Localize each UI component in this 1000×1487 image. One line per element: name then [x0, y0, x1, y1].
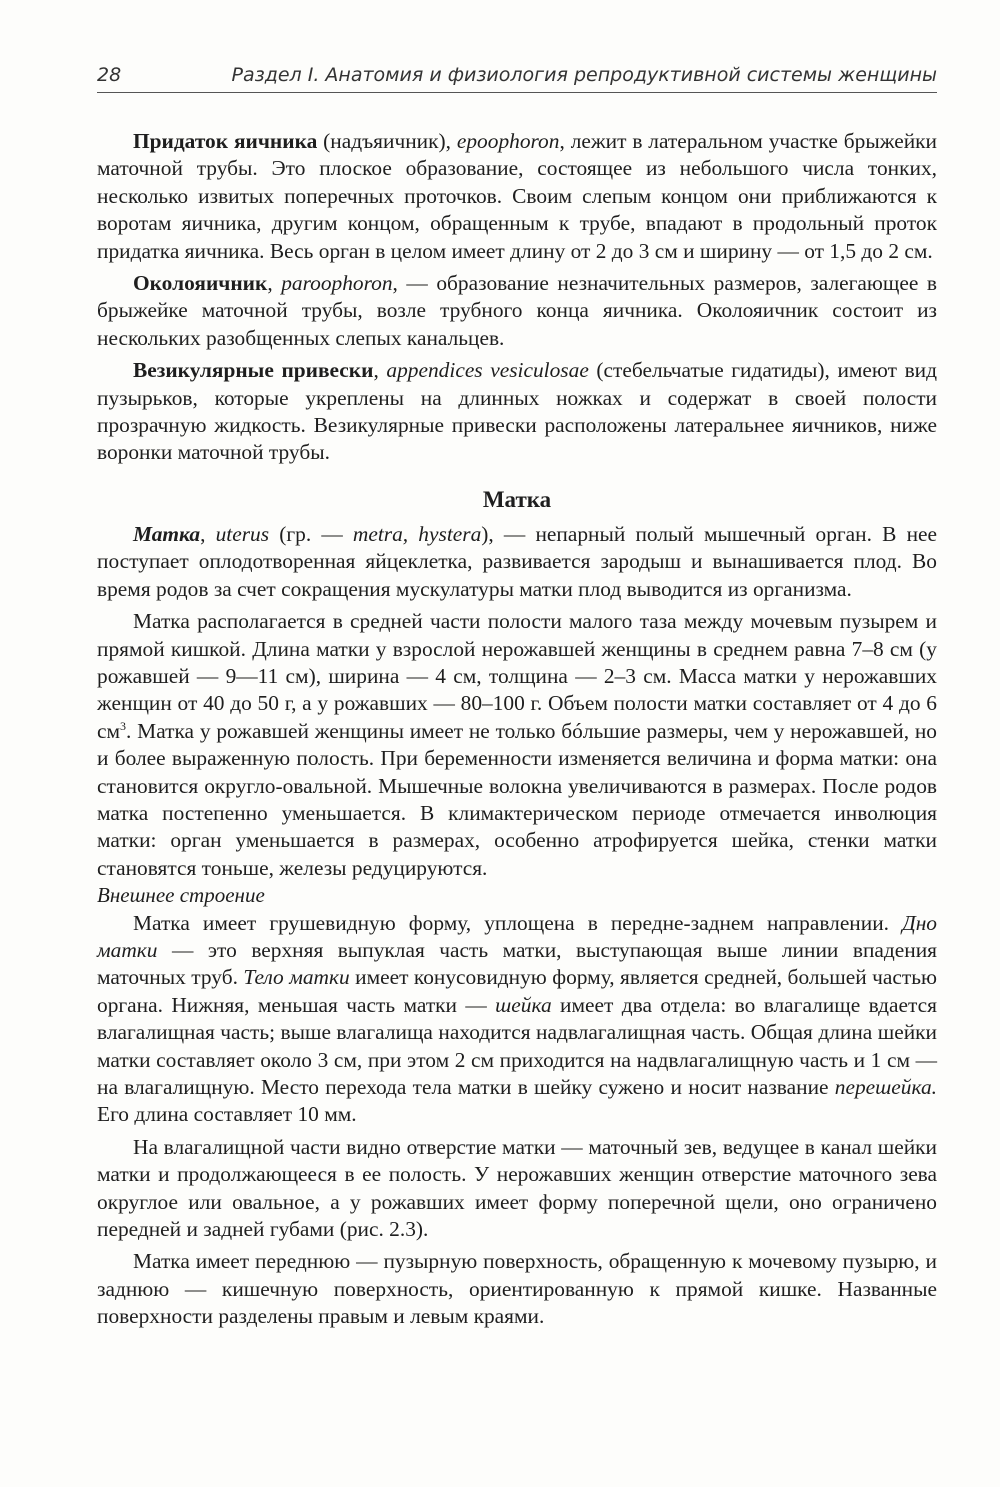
paragraph-appendices: [97, 357, 937, 467]
term-epoophoron: Придаток яичника: [133, 129, 318, 153]
text-span: — это верхняя выпуклая часть матки, выступающая выше линии впадения маточных труб.: [97, 937, 937, 990]
text-span: (стебельчатые гидатиды), имеют вид пузырьков, которые укреплены на длинных ножках и содержат в своей полости прозрачную жидкость. Везикулярные привески расположены латеральнее яичников, ниже воронки маточной трубы.: [97, 358, 937, 465]
page-body: [97, 128, 937, 1331]
latin-appendices: appendices vesiculosae: [386, 358, 589, 383]
text-span: ,: [200, 521, 216, 546]
latin-uterus: uterus: [215, 521, 270, 546]
running-header: [97, 64, 937, 93]
paragraph-surfaces: Матка имеет переднюю — пузырную поверхность, обращенную к мочевому пузырю, и заднюю — кишечную поверхность, ориентированную к прямой кишке. Названные поверхности разделены правым и левым краями.: [97, 1249, 937, 1329]
latin-epoophoron: epoophoron: [456, 129, 560, 153]
paragraph-paroophoron: [97, 270, 937, 352]
text-span: Матка имеет грушевидную форму, уплощена в передне-заднем направлении.: [133, 910, 903, 935]
section-heading: Матка: [482, 486, 552, 512]
paragraph-uterus-definition: [97, 521, 937, 603]
text-span: ,: [267, 271, 282, 296]
text-span: (надъяичник),: [317, 129, 457, 153]
term-uterus: Матка: [133, 521, 201, 546]
text-span: ,: [373, 358, 387, 383]
superscript: 3: [120, 718, 127, 733]
paragraph-epoophoron: [97, 128, 937, 265]
text-span: , лежит в латеральном участке брыжейки маточной трубы. Это плоское образование, состоящее из небольшого числа тонких, несколько извитых поперечных проточков. Своим слепым концом они приближаются к воротам яичника, другим концом, обращенным к трубе, впадают в продольный проток придатка яичника. Весь орган в целом имеет длину от 2 до 3 см и ширину — от 1,5 до 2 см.: [97, 129, 937, 263]
running-title: Раздел I. Анатомия и физиология репродуктивной системы женщины: [231, 64, 937, 86]
term-fundus: Дно матки: [97, 910, 937, 962]
term-body: Тело матки: [243, 965, 350, 990]
text-span: (гр. —: [269, 521, 353, 546]
paragraph-uterus-position: [97, 608, 937, 882]
subsection-heading: Внешнее строение: [97, 883, 265, 908]
text-span: имеет два отдела: во влагалище вдается влагалищная часть; выше влагалища находится надвлагалищная часть. Общая длина шейки матки составляет около 3 см, при этом 2 см приходится на надвлагалищную часть и 1 см — на влагалищную. Место перехода тела матки в шейку сужено и носит название: [97, 992, 937, 1099]
text-span: имеет конусовидную форму, является средней, большей частью органа. Нижняя, меньшая часть матки —: [97, 965, 937, 1017]
paragraph-ostium: На влагалищной части видно отверстие матки — маточный зев, ведущее в канал шейки матки и продолжающееся в ее полость. У нерожавших женщин отверстие маточного зева округлое или овальное, а у рожавших имеет форму поперечной щели, оно ограничено передней и задней губами (рис. 2.3).: [97, 1134, 937, 1242]
page-number: 28: [97, 64, 122, 86]
text-span: Матка располагается в средней части полости малого таза между мочевым пузырем и прямой кишкой. Длина матки у взрослой нерожавшей женщины в среднем равна 7–8 см (у рожавшей — 9—11 см), ширина — 4 см, толщина — 2–3 см. Масса матки у нерожавших женщин от 40 до 50 г, а у рожавших — 80–100 г. Объем полости матки составляет от 4 до 6 см: [97, 609, 937, 743]
text-span: , — образование незначительных размеров, залегающее в брыжейке маточной трубы, возле трубного конца яичника. Околояичник состоит из нескольких разобщенных слепых канальцев.: [97, 271, 937, 350]
term-paroophoron: Околояичник: [133, 271, 268, 296]
latin-paroophoron: paroophoron: [281, 271, 393, 296]
text-span: . Матка у рожавшей женщины имеет не только бóльшие размеры, чем у нерожавшей, но и более выраженную полость. При беременности изменяется величина и форма матки: она становится округло-овальной. Мышечные волокна увеличиваются в размерах. После родов матка постепенно уменьшается. В климактерическом периоде отмечается инволюция матки: орган уменьшается в размерах, особенно атрофируется шейка, стенки матки становятся тоньше, железы редуцируются.: [97, 718, 937, 880]
term-appendices: Везикулярные привески: [133, 358, 374, 383]
text-span: Его длина составляет 10 мм.: [97, 1102, 357, 1127]
greek-names: metra, hystera: [352, 521, 482, 546]
text-span: ), — непарный полый мышечный орган. В нее поступает оплодотворенная яйцеклетка, развивается зародыш и вынашивается плод. Во время родов за счет сокращения мускулатуры матки плод выводится из организма.: [97, 521, 938, 601]
term-cervix: шейка: [495, 992, 552, 1017]
paragraph-external-structure: [97, 910, 937, 1129]
term-isthmus: перешейка.: [834, 1075, 937, 1099]
